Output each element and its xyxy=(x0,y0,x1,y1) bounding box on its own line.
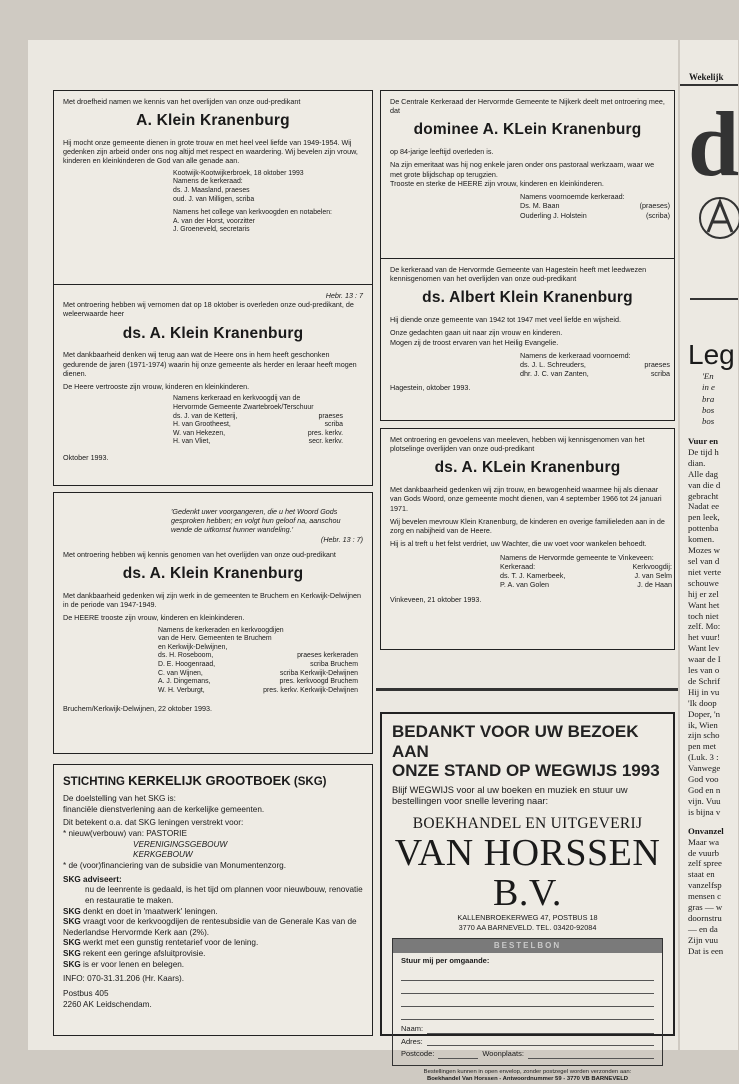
obituary-nijkerk xyxy=(380,90,675,278)
skg-line: De doelstelling van het SKG is: xyxy=(63,793,176,803)
bible-quote: 'Gedenkt uwer voorgangeren, die u het Woord Gods gesproken hebben; en volgt hun geloof na, aanschou wende de uitkomst hunner wandeling.' xyxy=(171,507,341,535)
sig-line: Namens de kerkeraad: xyxy=(173,178,243,186)
signatures xyxy=(500,553,672,590)
skg-line: * nieuw(verbouw) van: PASTORIE xyxy=(63,828,187,838)
newspaper-page xyxy=(28,40,678,1083)
skg-title: STICHTING KERKELIJK GROOTBOEK (SKG) xyxy=(63,773,327,788)
bible-reference: Hebr. 13 : 7 xyxy=(325,291,363,300)
address: KALLENBROEKERWEG 47, POSTBUS 18 xyxy=(457,913,598,923)
order-band: BESTELBON xyxy=(393,939,662,953)
obituary-intro: Met ontroering hebben wij kennis genomen van het overlijden van onze oud-predikant xyxy=(63,549,336,559)
obituary-body: Met dankbaarheid gedenken wij zijn werk in de gemeenten te Bruchem en Kerkwijk-Delwijnen in de periode van 1947-1949. xyxy=(63,590,362,610)
emblem-icon xyxy=(694,192,738,244)
skg-point: SKG werkt met een gunstig rentetarief voor de lening. xyxy=(63,938,259,948)
order-line[interactable] xyxy=(401,1007,654,1020)
obituary-name: ds. Albert Klein Kranenburg xyxy=(422,289,633,307)
sig-line: Namens de kerkeraden en kerkvoogdijen xyxy=(158,626,284,634)
order-form xyxy=(392,938,663,1066)
signatures xyxy=(520,351,670,379)
order-line[interactable] xyxy=(401,968,654,981)
obituary-age: op 84-jarige leeftijd overleden is. xyxy=(390,147,494,157)
sig-row: ds. T. J. Kamerbeek, J. van Selm xyxy=(500,571,672,581)
obituary-bruchem xyxy=(53,492,373,754)
sig-row: W. H. Verburgt, pres. kerkv. Kerkwijk-Delwijnen xyxy=(158,686,358,694)
sig-row: dhr. J. C. van Zanten, scriba xyxy=(520,369,670,379)
brand-name: VAN HORSSEN B.V. xyxy=(394,831,661,914)
obituary-zwartebroek xyxy=(53,284,373,486)
order-heading: Stuur mij per omgaande: xyxy=(401,956,490,966)
next-page-column xyxy=(680,40,738,1050)
order-line[interactable] xyxy=(401,994,654,1007)
sig-line: Hervormde Gemeente Zwartebroek/Terschuur xyxy=(173,403,314,411)
place-date: Kootwijk-Kootwijkerbroek, 18 oktober 1993 xyxy=(173,169,304,177)
sig-row: Ouderling J. Holstein (scriba) xyxy=(520,210,670,220)
sig-row: D. E. Hoogenraad, scriba Bruchem xyxy=(158,661,358,669)
obituary-intro: De Centrale Kerkeraad der Hervormde Gemeente te Nijkerk deelt met ontroering mee, dat xyxy=(390,97,665,116)
skg-line: VERENIGINGSGEBOUW xyxy=(133,839,228,849)
sig-row: Ds. M. Baan (praeses) xyxy=(520,201,670,211)
skg-point: SKG rekent een geringe afsluitprovisie. xyxy=(63,949,206,959)
sig-line: Namens kerkeraad en kerkvoogdij van de xyxy=(173,395,301,403)
ad-subtext: Blijf WEGWIJS voor al uw boeken en muziek en stuur uw bestellingen voor snelle levering naar: xyxy=(392,784,628,807)
skg-city: 2260 AK Leidschendam. xyxy=(63,999,152,1009)
obituary-body: Na zijn emeritaat was hij nog enkele jaren onder ons pastoraal werkzaam, waar we met grote blijdschap op terugzien. xyxy=(390,160,655,179)
sig-row: ds. J. L. Schreuders, praeses xyxy=(520,360,670,370)
sig-line: van de Herv. Gemeenten te Bruchem xyxy=(158,635,272,643)
skg-info: INFO: 070-31.31.206 (Hr. Kaars). xyxy=(63,974,185,984)
obituary-name: ds. A. Klein Kranenburg xyxy=(122,565,304,583)
order-line[interactable] xyxy=(401,981,654,994)
sig-line: Namens de kerkeraad voornoemd: xyxy=(520,350,631,360)
skg-line: KERKGEBOUW xyxy=(133,850,193,860)
skg-advises: SKG adviseert: xyxy=(63,874,122,884)
sig-row: H. van Vliet, secr. kerkv. xyxy=(173,438,343,446)
obituary-body: De Heere vertrooste zijn vrouw, kinderen en kleinkinderen. xyxy=(63,382,250,392)
obituary-body: Hij mocht onze gemeente dienen in grote trouw en met heel veel liefde van 1949-1954. Wij gedenken zijn arbeid onder ons nog altijd met respect en waardering. Wij bevelen zijn vrouw, kinderen en kleinkinderen de God van alle genade aan. xyxy=(63,138,358,166)
obituary-intro: Met ontroering en gevoelens van meeleven, hebben wij kennisgenomen van het plotselinge overlijden van onze oud-predikant xyxy=(390,435,645,454)
sig-row: A. J. Dingemans, pres. kerkvoogd Bruchem xyxy=(158,678,358,686)
postcode-field[interactable] xyxy=(401,1049,654,1059)
sig-row: ds. J. van de Ketterij, praeses xyxy=(173,412,343,420)
obituary-body: Hij is al treft u het felst verdriet, uw Wachter, die uw voet voor wankelen behoedt. xyxy=(390,539,647,549)
masthead-letter: d xyxy=(688,93,739,195)
date: Vinkeveen, 21 oktober 1993. xyxy=(390,595,482,605)
obituary-body: De HEERE trooste zijn vrouw, kinderen en kleinkinderen. xyxy=(63,613,245,623)
sig-line: Namens de Hervormde gemeente te Vinkeveen: xyxy=(500,552,654,562)
skg-postbus: Postbus 405 xyxy=(63,989,109,999)
name-field[interactable] xyxy=(401,1024,654,1034)
van-horssen-advertisement xyxy=(380,712,675,1083)
date: Bruchem/Kerkwijk-Delwijnen, 22 oktober 1993. xyxy=(63,703,213,713)
article-body: Vuur en De tijd h dian. Alle dag van die d gebracht Nadat ee pen leek, pottenba komen. Mozes w sel van d niet verte schouwe hij er zel Want het toch niet zelf. Mo: het vuur! Want lev waar de I les van o de Schrif Hij in vu 'Ik doop Doper, 'n ik, Wien zijn scho pen met (Luk. 3 : Vanwege God voo God en n vijn. Vuu is bijna v Onvanzel Maar wa de vuurb zelf spree staat en vanzelfsp mensen c gras — w doornstru — en da Zijn vuu Dat is een xyxy=(688,436,724,956)
signatures xyxy=(173,395,343,447)
sig-line: A. van der Horst, voorzitter xyxy=(173,217,255,225)
city-label: Woonplaats: xyxy=(482,1049,524,1059)
obituary-name: ds. A. KLein Kranenburg xyxy=(434,459,621,477)
date: Oktober 1993. xyxy=(63,453,109,463)
sig-row: H. van Grootheest, scriba xyxy=(173,421,343,429)
sig-row: C. van Wijnen, scriba Kerkwijk-Delwijnen xyxy=(158,669,358,677)
sig-line: Namens het college van kerkvoogden en notabelen: xyxy=(173,209,332,217)
bible-reference: (Hebr. 13 : 7) xyxy=(320,534,363,544)
skg-line: financiële dienstverlening aan de kerkelijke gemeenten. xyxy=(63,804,265,814)
sig-line: en Kerkwijk-Delwijnen, xyxy=(158,643,228,651)
article-quote: 'En in e bra bos bos xyxy=(702,371,715,426)
sig-line: Namens voornoemde kerkeraad: xyxy=(520,192,625,202)
name-label: Naam: xyxy=(401,1023,424,1033)
obituary-hagestein xyxy=(380,258,675,421)
obituary-body: Mogen zij de troost ervaren van het Heilig Evangelie. xyxy=(390,337,559,347)
skg-advertisement xyxy=(53,764,373,1036)
skg-line: nu de leenrente is gedaald, is het tijd om plannen voor nieuwbouw, renovatie en restauratie te maken. xyxy=(85,885,363,905)
skg-point: SKG vraagt voor de kerkvoogdijen de rentesubsidie van de Generale Kas van de Nederlandse Hervormde Kerk aan (2%). xyxy=(63,917,357,937)
footer-note: Bestellingen kunnen in open envelop, zonder postzegel worden verzonden aan: xyxy=(423,1068,632,1075)
postcode-label: Postcode: xyxy=(401,1049,435,1059)
rule xyxy=(690,298,738,300)
address: 3770 AA BARNEVELD. TEL. 03420-92084 xyxy=(458,922,597,932)
obituary-body: Onze gedachten gaan uit naar zijn vrouw en kinderen. xyxy=(390,328,563,338)
skg-line: * de (voor)financiering van de subsidie van Monumentenzorg. xyxy=(63,860,287,870)
obituary-intro: Met droefheid namen we kennis van het overlijden van onze oud-predikant xyxy=(63,97,301,106)
shop-label: BOEKHANDEL EN UITGEVERIJ xyxy=(412,814,643,832)
divider xyxy=(376,688,678,691)
skg-point: SKG is er voor lenen en belegen. xyxy=(63,959,185,969)
obituary-kootwijk xyxy=(53,90,373,288)
obituary-body: Met dankbaarheid denken wij terug aan wat de Heere ons in hem heeft geschonken gedurende de jaren (1971-1974) waarin hij onze gemeente als herder en leraar heeft mogen dienen. xyxy=(63,350,357,378)
sig-row: W. van Hekezen, pres. kerkv. xyxy=(173,429,343,437)
article-title: Leg xyxy=(688,339,735,370)
signatures xyxy=(158,627,358,696)
sig-line: J. Groeneveld, secretaris xyxy=(173,226,250,234)
obituary-name: A. Klein Kranenburg xyxy=(136,112,290,130)
sig-row: P. A. van Golen J. de Haan xyxy=(500,580,672,590)
footer-address: Boekhandel Van Horssen - Antwoordnummer 59 - 3770 VB BARNEVELD xyxy=(426,1076,629,1083)
obituary-intro: Met ontroering hebben wij vernomen dat op 18 oktober is overleden onze oud-predikant, de weleerwaarde heer xyxy=(63,300,354,319)
date: Hagestein, oktober 1993. xyxy=(390,382,471,392)
address-label: Adres: xyxy=(401,1036,423,1046)
obituary-body: Hij diende onze gemeente van 1942 tot 1947 met veel liefde en wijsheid. xyxy=(390,315,621,325)
sig-line: ds. J. Maasland, praeses xyxy=(173,186,250,194)
obituary-name: ds. A. Klein Kranenburg xyxy=(122,324,304,342)
obituary-body: Trooste en sterke de HEERE zijn vrouw, kinderen en kleinkinderen. xyxy=(390,178,604,188)
obituary-body: Met dankbaarheid gedenken wij zijn trouw, en bewogenheid waarmee hij als dienaar van Gods Woord, onze gemeente mocht dienen, van 4 september 1966 tot 24 januari 1971. xyxy=(390,485,662,513)
obituary-name: dominee A. KLein Kranenburg xyxy=(413,121,642,139)
sig-row: ds. H. Roseboom, praeses kerkeraden xyxy=(158,652,358,660)
ad-headline: BEDANKT VOOR UW BEZOEK AAN xyxy=(392,722,639,761)
sig-line: oud. J. van Milligen, scriba xyxy=(173,195,255,203)
ad-headline: ONZE STAND OP WEGWIJS 1993 xyxy=(392,761,660,781)
signatures xyxy=(173,170,363,235)
sig-row: Kerkeraad: Kerkvoogdij: xyxy=(500,561,672,571)
skg-point: SKG denkt en doet in 'maatwerk' leningen. xyxy=(63,906,218,916)
signatures xyxy=(520,192,670,220)
header-rule xyxy=(680,84,738,86)
header-label: Wekelijk xyxy=(689,72,724,82)
address-field[interactable] xyxy=(401,1037,654,1047)
skg-line: Dit betekent o.a. dat SKG leningen verstrekt voor: xyxy=(63,818,244,828)
obituary-intro: De kerkeraad van de Hervormde Gemeente van Hagestein heeft met leedwezen kennisgenomen van het overlijden van onze oud-predikant xyxy=(390,265,647,284)
obituary-body: Wij bevelen mevrouw Klein Kranenburg, de kinderen en overige familieleden aan in de zorg en nabijheid van de Heere. xyxy=(390,516,665,536)
obituary-vinkeveen xyxy=(380,428,675,650)
